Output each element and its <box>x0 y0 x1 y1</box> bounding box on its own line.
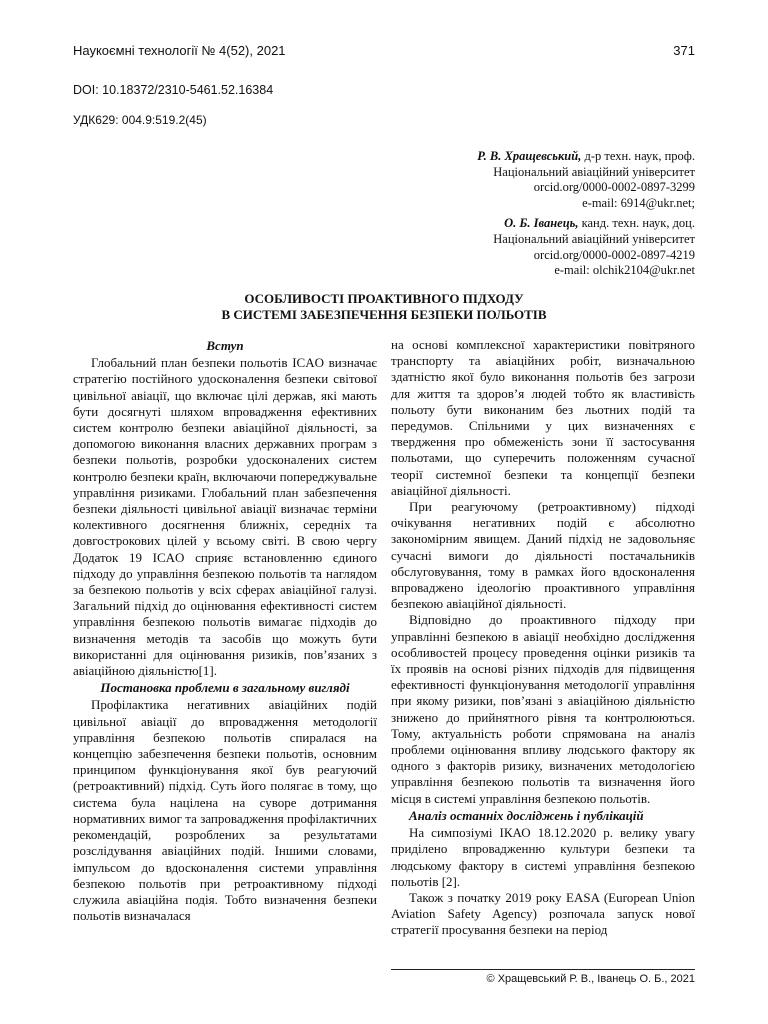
author-2 <box>477 216 695 278</box>
left-column <box>73 337 377 924</box>
doi[interactable]: DOI: 10.18372/2310-5461.52.16384 <box>73 83 274 97</box>
running-header <box>73 43 695 58</box>
analysis-paragraph: Також з початку 2019 року EASA (European Union Aviation Safety Agency) розпочала запуск нової стратегії просування безпеки на період <box>391 889 695 938</box>
author-name: О. Б. Іванець, <box>504 216 579 231</box>
author-orcid[interactable]: orcid.org/0000-0002-0897-4219 <box>533 247 695 262</box>
author-org: Національний авіаційний університет <box>493 231 695 246</box>
analysis-heading: Аналіз останніх досліджень і публікацій <box>409 807 644 823</box>
page-number: 371 <box>673 43 695 58</box>
author-orcid[interactable]: orcid.org/0000-0002-0897-3299 <box>533 180 695 195</box>
body-paragraph: При реагуючому (ретроактивному) підході очікування негативних подій є абсолютно закономірним явищем. Даний підхід не задовольняє сучасні вимоги до діяльності постачальників обслуговування, тому в рамках його вдосконалення впроваджено ідеологію проактивного управління безпекою авіаційної діяльності. <box>391 499 695 612</box>
intro-paragraph: Глобальний план безпеки польотів ICAO визначає стратегію постійного удосконалення безпеки світової цивільної авіації, що включає цілі держав, які мають бути досягнуті шляхом впровадження ефективних систем контролю безпеки авіаційної діяльності, за допомогою виконання власних державних програм з безпеки польотів, розробки удосконалених систем контролю безпеки країн, включаючи попереджувальне управління ризиками. Глобальний план забезпечення безпеки діяльності цивільної авіації визначає терміни колективного досягнення ближніх, середніх та довгострокових цілей у всьому світі. В свою чергу Додаток 19 ICAO сприяє встановленню єдиного підходу до управління безпекою польотів та наглядом за безпекою польотів у всіх сферах авіаційної галузі. Загальний підхід до оцінювання ефективності систем управління безпекою польотів вимагає підходів до визначення методів та засобів що можуть бути використанні для оцінювання ризиків, пов’язаних з авіаційною діяльністю[1]. <box>73 355 377 679</box>
title-line-1: ОСОБЛИВОСТІ ПРОАКТИВНОГО ПІДХОДУ <box>244 291 524 306</box>
author-email[interactable]: e-mail: 6914@ukr.net; <box>582 195 695 210</box>
author-email[interactable]: e-mail: olchik2104@ukr.net <box>554 263 695 278</box>
authors-block <box>477 149 695 284</box>
udk-code: УДК629: 004.9:519.2(45) <box>73 113 207 127</box>
copyright-footer: © Хращевський Р. В., Іванець О. Б., 2021 <box>486 973 695 985</box>
paper-title <box>73 291 695 323</box>
author-name: Р. В. Хращевський, <box>477 149 582 163</box>
author-org: Національний авіаційний університет <box>493 164 695 179</box>
author-degree: д-р техн. наук, проф. <box>581 149 695 163</box>
analysis-paragraph: На симпозіумі ІКАО 18.12.2020 р. велику увагу приділено впровадженню культури безпеки та людському фактору в системі управління безпекою польотів [2]. <box>391 825 695 889</box>
intro-heading: Вступ <box>206 338 244 353</box>
continued-paragraph: на основі комплексної характеристики повітряного транспорту та авіаційних робіт, визначальною здатністю якої було виконання польотів без загрози для життя та здоров’я людей тобто як властивість польоту бути виконаним без льотних подій та передумов. Спільними у цих визначеннях є твердження про обмеженість зони її застосування польотами, що суперечить положенням сучасної теорії системної безпеки та концепції безпеки авіаційної діяльності. <box>391 337 695 498</box>
title-line-2: В СИСТЕМІ ЗАБЕЗПЕЧЕННЯ БЕЗПЕКИ ПОЛЬОТІВ <box>221 307 547 322</box>
problem-heading: Постановка проблеми в загальному вигляді <box>100 680 350 696</box>
footer-divider <box>391 969 695 970</box>
body-paragraph: Відповідно до проактивного підходу при управлінні безпекою в авіації необхідно дослідження особливостей процесу проведення оцінки ризиків та їх проявів на основі різних підходів для підвищення ефективності функціонування методології управління при якому ризики, пов’язані з авіаційною діяльністю знижено до прийнятного рівня та контролюються. Тому, актуальність роботи спрямована на аналіз проблеми оцінювання впливу людського фактору як одного з факторів ризику, визначених методологією управління безпекою польотів та визначення його місця в системі управління безпекою польотів. <box>391 612 695 806</box>
journal-name: Наукоємні технології № 4(52), 2021 <box>73 43 286 58</box>
author-1 <box>477 149 695 211</box>
author-degree: канд. техн. наук, доц. <box>578 216 695 231</box>
right-column <box>391 337 695 939</box>
problem-paragraph: Профілактика негативних авіаційних подій цивільної авіації до впровадження методології управління безпекою польотів спиралася на концепцію забезпечення безпеки польотів, основним принципом функціонування якої був реагуючий (ретроактивний) підхід. Суть його полягає в тому, що система була націлена на суворе дотримання нормативних вимог та запровадження профілактичних рекомендацій, розроблених за результатами розслідування авіаційних подій. Іншими словами, імпульсом до вдосконалення системи управління безпекою польотів при ретроактивному підході служила авіаційна подія. Тобто визначення безпеки польотів визначалася <box>73 697 377 924</box>
